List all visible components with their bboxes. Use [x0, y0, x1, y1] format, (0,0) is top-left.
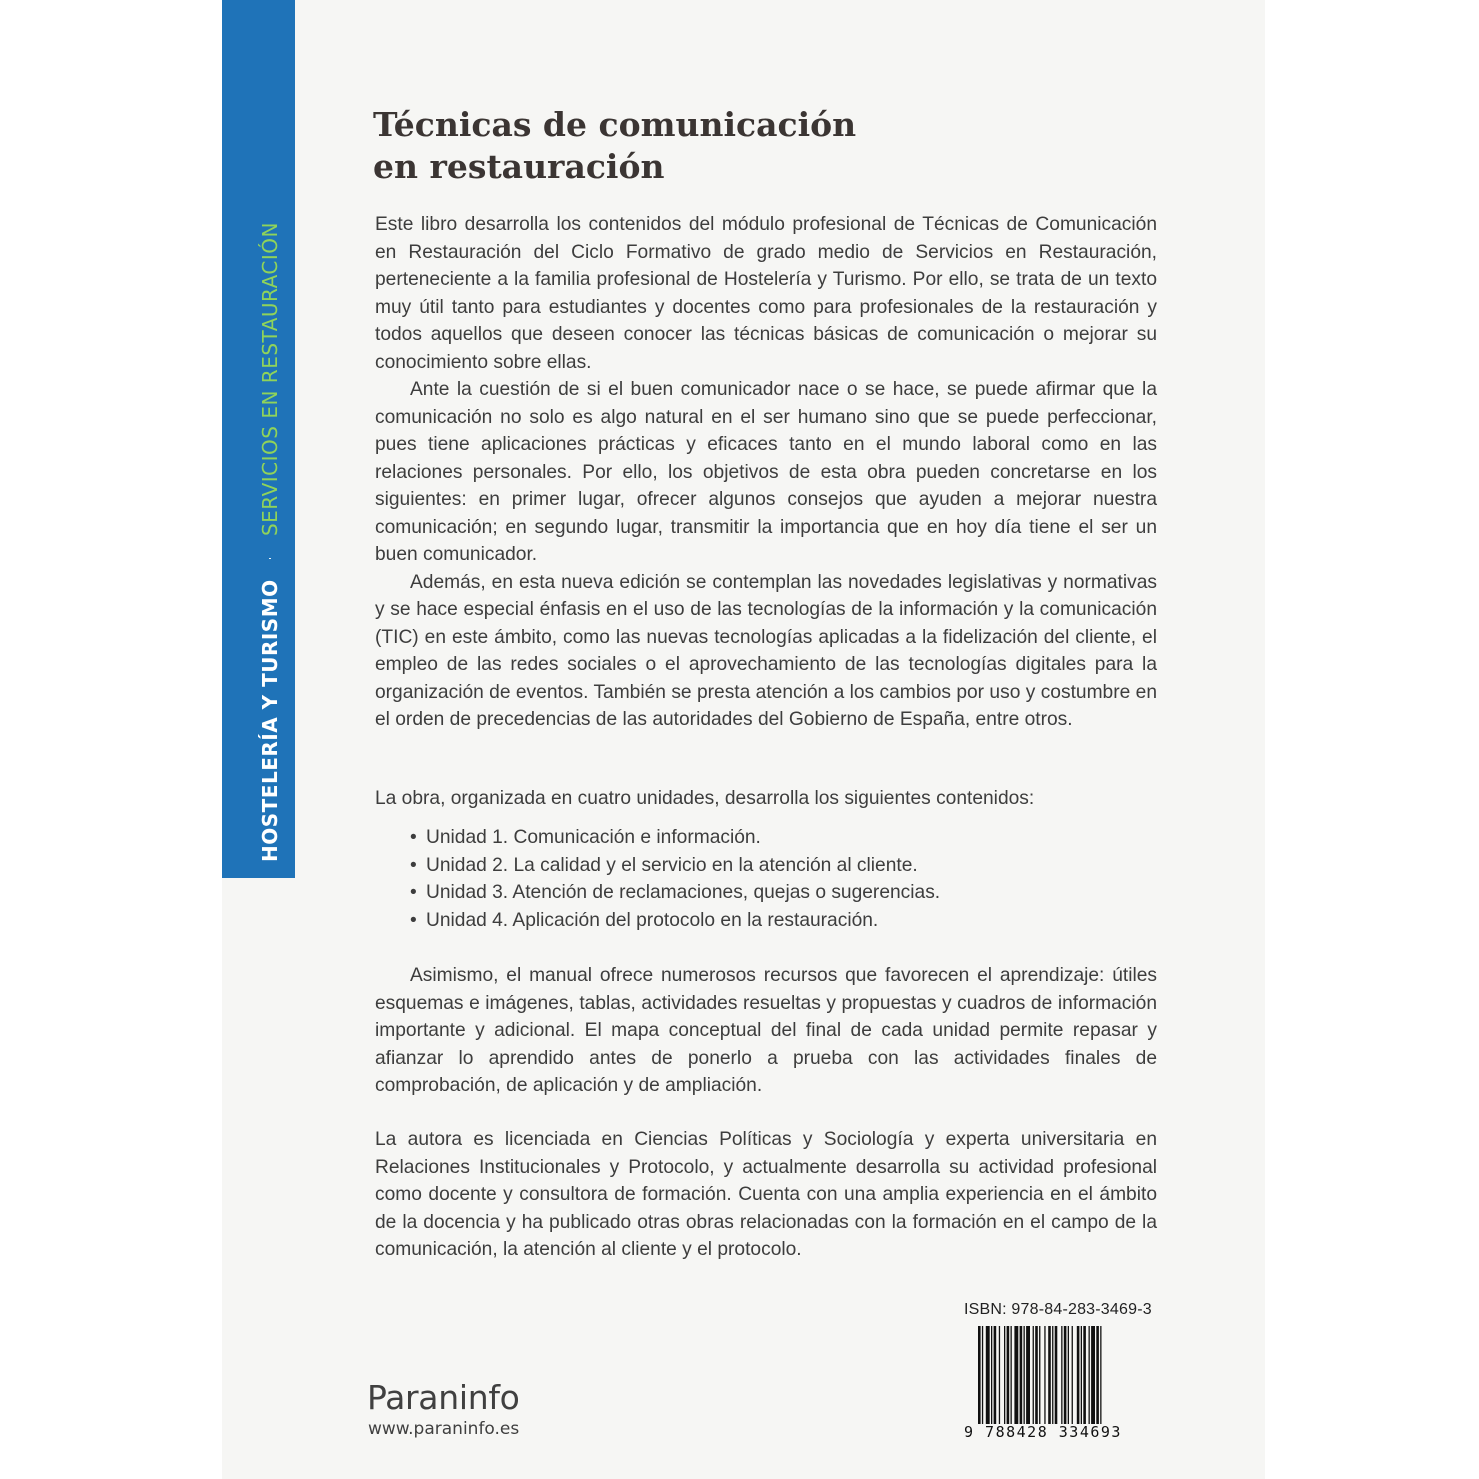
resources-block [375, 962, 1157, 1100]
barcode-digits: 9 788428 334693 [964, 1423, 1122, 1441]
paragraph-objectives: Ante la cuestión de si el buen comunicador nace o se hace, se puede afirmar que la comunicación no solo es algo natural en el ser humano sino que se puede perfeccionar, pues tiene aplicaciones prácticas y eficaces tanto en el mundo laboral como en las relaciones personales. Por ello, los objetivos de esta obra pueden concretarse en los siguientes: en primer lugar, ofrecer algunos consejos que ayuden a mejorar nuestra comunicación; en segundo lugar, transmitir la importancia que en hoy día tiene el ser un buen comunicador. [375, 379, 1157, 565]
paragraph-resources: Asimismo, el manual ofrece numerosos recursos que favorecen el aprendizaje: útiles esquemas e imágenes, tablas, actividades resueltas y propuestas y cuadros de información importante y adicional. El mapa conceptual del final de cada unidad permite repasar y afianzar lo aprendido antes de ponerlo a prueba con las actividades finales de comprobación, de aplicación y de ampliación. [375, 965, 1157, 1096]
description-block [375, 211, 1157, 734]
publisher-url: www.paraninfo.es [368, 1419, 520, 1439]
book-title-line-1: Técnicas de comunicación [373, 105, 857, 144]
book-title [373, 104, 1073, 188]
isbn-label: ISBN: 978-84-283-3469-3 [964, 1301, 1152, 1318]
paragraph-author: La autora es licenciada en Ciencias Políticas y Sociología y experta universitaria en Relaciones Institucionales y Protocolo, y actualmente desarrolla su actividad profesional como docente y consultora de formación. Cuenta con una amplia experiencia en el ámbito de la docencia y ha publicado otras obras relacionadas con la formación en el campo de la comunicación, la atención al cliente y el protocolo. [375, 1129, 1157, 1260]
spine-divider [269, 558, 271, 559]
units-intro [375, 785, 1157, 813]
list-item: • Unidad 2. La calidad y el servicio en la atención al cliente. [410, 852, 940, 880]
list-item: • Unidad 3. Atención de reclamaciones, quejas o sugerencias. [410, 879, 940, 907]
spine-series-label: SERVICIOS EN RESTAURACIÓN [258, 222, 282, 537]
list-item: • Unidad 4. Aplicación del protocolo en la restauración. [410, 907, 940, 935]
paragraph-units-intro: La obra, organizada en cuatro unidades, desarrolla los siguientes contenidos: [375, 788, 1035, 809]
barcode-icon [978, 1326, 1148, 1424]
publisher-logo: Paraninfo [367, 1378, 520, 1417]
list-item: • Unidad 1. Comunicación e información. [410, 824, 940, 852]
paragraph-intro: Este libro desarrolla los contenidos del módulo profesional de Técnicas de Comunicación en Restauración del Ciclo Formativo de grado medio de Servicios en Restauración, perteneciente a la familia profesional de Hostelería y Turismo. Por ello, se trata de un texto muy útil tanto para estudiantes y docentes como para profesionales de la restauración y todos aquellos que deseen conocer las técnicas básicas de comunicación o mejorar su conocimiento sobre ellas. [375, 214, 1157, 373]
author-block [375, 1126, 1157, 1264]
spine-label [258, 222, 282, 862]
book-title-line-2: en restauración [373, 147, 665, 186]
units-list [410, 824, 940, 934]
paragraph-new-edition: Además, en esta nueva edición se contemplan las novedades legislativas y normativas y se hace especial énfasis en el uso de las tecnologías de la información y la comunicación (TIC) en este ámbito, como las nuevas tecnologías aplicadas a la fidelización del cliente, el empleo de las redes sociales o el aprovechamiento de las tecnologías digitales para la organización de eventos. También se presta atención a los cambios por uso y costumbre en el orden de precedencias de las autoridades del Gobierno de España, entre otros. [375, 571, 1157, 730]
spine-family-label: HOSTELERÍA Y TURISMO [258, 579, 282, 862]
